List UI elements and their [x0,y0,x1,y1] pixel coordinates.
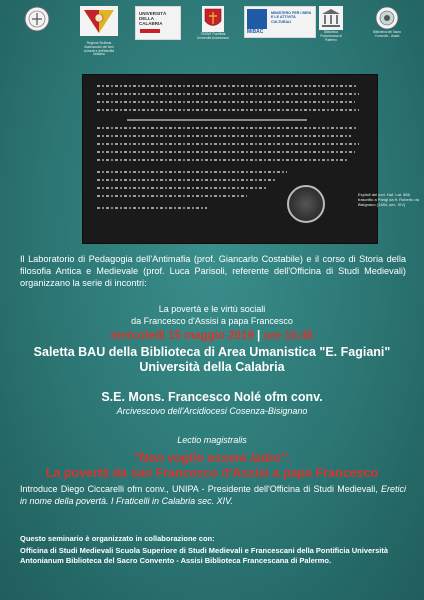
manuscript-image [82,74,378,244]
logo-strip [0,6,424,66]
series-title-line2: da Francesco d'Assisi a papa Francesco [131,316,293,326]
venue-line2: Università della Calabria [139,360,285,374]
lecture-title-line1: "Non voglio essere ladro". [133,451,291,465]
event-datetime [0,329,424,343]
datetime-separator: | [253,330,264,342]
event-venue [0,345,424,375]
biblioteca-sacro-convento-logo [316,6,346,42]
unical-logo [135,6,179,40]
intro-paragraph: Il Laboratorio di Pedagogia dell'Antimafia (prof. Giancarlo Costabile) e il corso di Storia della filosofia Antica e Medievale (prof. Luca Parisoli, referente dell'Officina di Studi Medievali) organizzano la serie di incontri: [20,254,406,288]
speaker-name: S.E. Mons. Francesco Nolé ofm conv. [101,390,323,404]
collaboration-heading: Questo seminario è organizzato in collaborazione con: [20,534,215,543]
manuscript-caption: Explicit del cod. Nat. Lat. 866 trascritto a Parigi da fr. Roberto da Bisignano (1384, sec. XIV) [358,192,419,207]
sacro-convento-caption: Biblioteca del Sacro Convento - Assisi [372,30,402,38]
venue-line1: Saletta BAU della Biblioteca di Area Umanistica "E. Fagiani" [33,345,391,359]
speaker-role: Arcivescovo dell'Arcidiocesi Cosenza-Bisignano [116,406,308,416]
unical-text: UNIVERSITÀ DELLA CALABRIA [139,11,167,26]
regione-caption: Regione Siciliana Assessorato dei beni culturali e dell'identità siciliana [83,41,115,57]
ministero-text: MINISTERO PER I BENI E LE ATTIVITÀ CULTURALI [271,11,311,24]
antonianum-caption: SSSMF Pontificia Università Antonianum [197,32,229,40]
mibac-square-icon [247,9,267,29]
antoniano-seal-logo [370,6,404,39]
series-title-line1: La povertà e le virtù sociali [158,304,266,314]
event-date: mercoledì 15 maggio 2019 [110,330,254,342]
trinacria-icon [80,6,118,36]
series-title [0,303,424,327]
introduction-paragraph [20,483,406,507]
biblioteca-caption: Biblioteca Francescana di Palermo [320,30,342,42]
introduction-italic: Eretici in nome della povertà. I Fraticelli in Calabria sec. XIV. [20,484,406,506]
wax-seal-icon [287,185,325,223]
partners-list: Officina di Studi Medievali Scuola Superiore di Studi Medievali e Francescani della Pontificia Università Antonianum Biblioteca del Sacro Convento - Assisi Biblioteca Francescana di Palermo. [20,546,389,565]
round-seal-icon [375,6,399,30]
lecture-title-line2: La povertà da san Francesco d'Assisi a papa Francesco [45,466,379,480]
crest-icon [202,6,224,32]
mibac-text: MiBAC [247,29,264,35]
library-icon [319,6,343,30]
introduction-plain: Introduce Diego Ciccarelli ofm conv., UNIPA - Presidente dell'Officina di Studi Medievali, [20,484,381,494]
seal-icon [24,6,50,32]
event-time: ore 10.45 [263,330,314,342]
mibac-logo [244,6,314,38]
lecture-title [0,451,424,481]
regione-sicilia-logo [80,6,118,57]
unical-mark-icon [140,27,160,35]
lectio-label: Lectio magistralis [177,435,247,445]
monastery-seal-logo [24,6,52,37]
pontificia-antonianum-logo [196,6,230,41]
